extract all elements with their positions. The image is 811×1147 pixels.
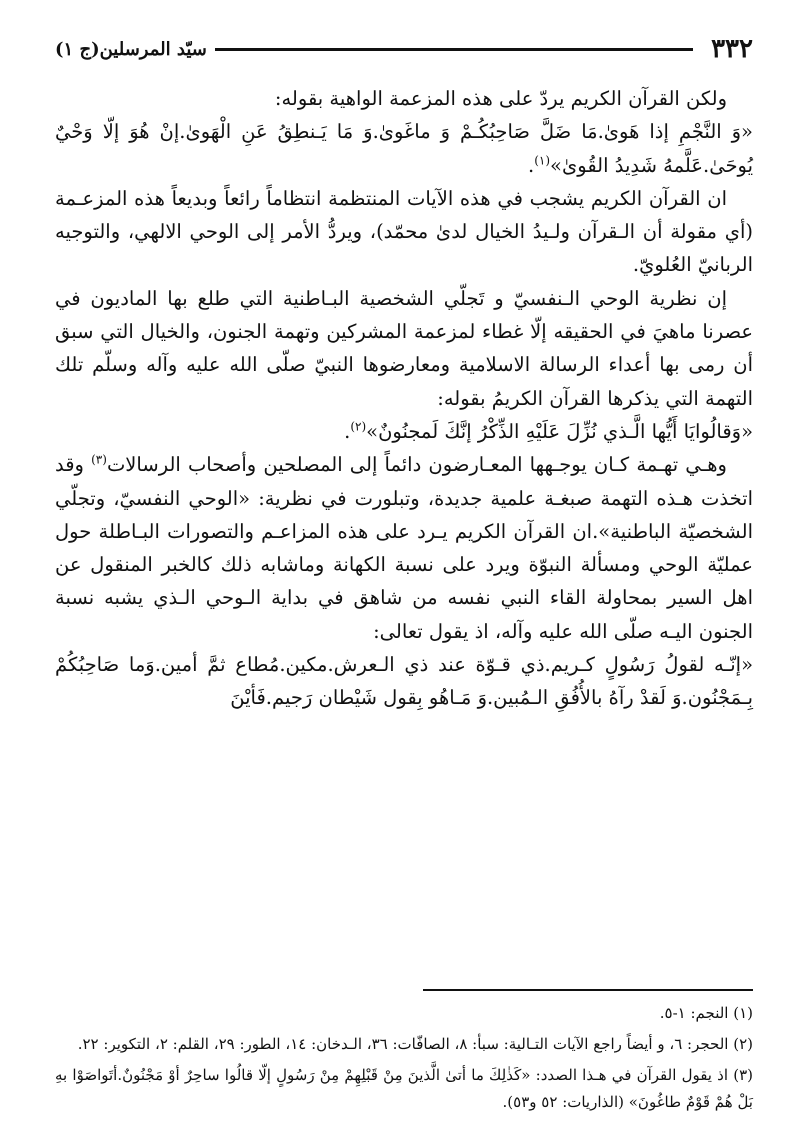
paragraph-commentary: ان القرآن الكريم يشجب في هذه الآيات المنتظمة انتظاماً رائعاً وبديعاً هذه المزعـمة (أي مقولة أن الـقرآن ولـيدُ الخيال لدىٰ محمّد)، ويردُّ الأمر إلى الوحي الالهي، والتوجيه الربانيّ العُلويّ. xyxy=(55,186,753,277)
quran-quote-takwir: «إنّـه لقولُ رَسُولٍ كـريم.ذي قـوّة عند ذي الـعرش.مكين.مُطاع ثمَّ أمين.وَما صَاحِبُكُمْ بِـمَجْنُون.وَ لَقدْ رآهُ بالأُفُقِ الـمُبين.وَ مَـاهُو بِقول شَيْطان رَجيم.فَأيْنَ xyxy=(55,653,753,710)
footnote-ref-3: (٣) xyxy=(91,452,107,467)
paragraph-text: وقد اتخذت هـذه التهمة صبغـة علمية جديدة، وتبلورت في نظرية: «الوحي النفسيّ، وتجلّي الشخصيّة الباطنية».ان القرآن الكريم يـرد على هذه المزاعـم والتصورات البـاطلة حول عمليّة الوحي ومسألة النبوّة ويرد على نسبة الكهانة وماشابه ذلك كالخبر المنقول عن اهل السير بمحاولة القاء النبي نفسه من شاهق في بداية الـوحي الـذي يشبه نسبة الجنون اليـه صلّى الله عليه وآله، اذ يقول تعالى: xyxy=(55,453,753,643)
quran-quote-hijr: «وَقالُوايَا أَيُّها الَّـذي نُزِّلَ عَلَيْهِ الذِّكْرُ إنَّكَ لَمجنُونٌ»$^{(٢)}$. xyxy=(344,419,753,443)
paragraph-intro: ولكن القرآن الكريم يردّ على هذه المزعمة الواهية بقوله: xyxy=(274,87,727,110)
footnotes xyxy=(55,1000,753,1120)
footnote-3: (٣) اذ يقول القرآن في هـذا الصدد: «كَذٰلِكَ ما أتىٰ الَّذينَ مِنْ قَبْلِهِمْ مِنْ رَسُولٍ إلّا قالُوا ساحِرٌ أوْ مَجْنُونٌ.أتَواصَوْا بهِ بَلْ هُمْ قَوْمٌ طاغُونَ» (الذاريات: ٥٢ و٥٣). xyxy=(55,1066,753,1111)
paragraph-theory: إن نظرية الوحي الـنفسيّ و تَجلّي الشخصية البـاطنية التي طلع بها الماديون في عصرنا ماهيَ في الحقيقه إلّا غطاء لمزعمة المشركين وتهمة الجنون، والخيال التي سبق أن رمى بها أعداء الرسالة الاسلامية ومعارضوها النبيّ صلّى الله عليه وآله وسلّم تلك التهمة التي يذكرها القرآن الكريمُ بقوله: xyxy=(55,286,753,410)
footnote-1: (١) النجم: ١-٥. xyxy=(659,1004,753,1022)
book-title: سيّد المرسلين(ج ١) xyxy=(55,38,207,60)
quran-quote-text: «وَقالُوايَا أَيُّها الَّـذي نُزِّلَ عَلَيْهِ الذِّكْرُ إنَّكَ لَمجنُونٌ» xyxy=(366,419,753,443)
page-number: ٣٣٢ xyxy=(711,34,753,64)
footnote-ref-1: (١) xyxy=(534,153,551,168)
page-header xyxy=(55,30,753,68)
header-rule xyxy=(215,48,693,51)
paragraph-text: وهـي تهـمة كـان يوجـهها المعـارضون دائماً إلى المصلحين وأصحاب الرسالات xyxy=(106,453,727,477)
body-text xyxy=(55,82,753,715)
footnote-ref-2: (٢) xyxy=(350,419,367,434)
footnote-2: (٢) الحجر: ٦، و أيضاً راجع الآيات التـالية: سبأ: ٨، الصافّات: ٣٦، الـدخان: ١٤، الطور: ٢٩، القلم: ٢، التكوير: ٢٢. xyxy=(77,1035,753,1053)
paragraph-accusation xyxy=(55,448,753,648)
quran-quote-text: «وَ النَّجْمِ إذا هَوىٰ.مَا ضَلَّ صَاحِبُكُـمْ وَ ماغَوىٰ.وَ مَا يَـنطِقُ عَنِ الْهَوىٰ.إنْ هُوَ إلّا وَحْيٌ يُوحَىٰ.عَلَّمهُ شَدِيدُ القُوىٰ» xyxy=(55,120,753,177)
footnote-divider xyxy=(423,989,753,991)
quran-quote-najm: «وَ النَّجْمِ إذا هَوىٰ.مَا ضَلَّ صَاحِبُكُـمْ وَ ماغَوىٰ.وَ مَا يَـنطِقُ عَنِ الْهَوىٰ.إنْ هُوَ إلّا وَحْيٌ يُوحَىٰ.عَلَّمهُ شَدِيدُ القُوىٰ»$^{(١)}$. xyxy=(55,120,753,177)
